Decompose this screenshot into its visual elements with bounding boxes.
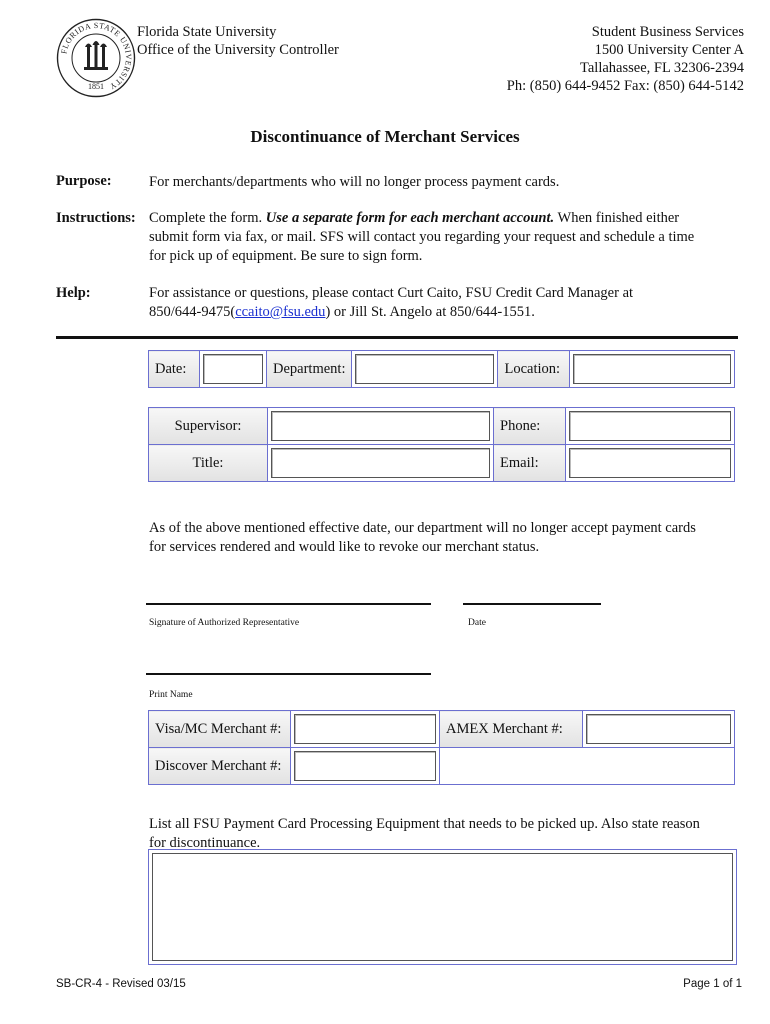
signature-line[interactable] (146, 603, 431, 605)
empty-cell (440, 748, 735, 785)
address-line: 1500 University Center A (594, 42, 744, 58)
form-code: SB-CR-4 - Revised 03/15 (56, 978, 186, 990)
header-left (137, 23, 339, 59)
email-label: Email: (500, 454, 539, 471)
date-dept-location-table (148, 350, 735, 388)
instructions-emphasis: Use a separate form for each merchant account. (265, 210, 555, 226)
department-label: Department: (273, 360, 346, 377)
print-name-line[interactable] (146, 673, 431, 675)
phone-fax-line: Ph: (850) 644-9452 Fax: (850) 644-5142 (506, 78, 744, 94)
header-right (507, 23, 744, 95)
instructions-text: Complete the form. Use a separate form for each merchant account. When finished either submit form via fax, or mail. SFS will contact you regarding your request and schedule a time for pick up of equipment. Be sure to sign form. (149, 210, 695, 264)
merchant-table (148, 710, 735, 785)
dept-name: Student Business Services (591, 24, 744, 40)
purpose-text: For merchants/departments who will no longer process payment cards. (149, 174, 560, 190)
date-input[interactable] (203, 354, 263, 384)
date-label: Date: (155, 360, 187, 377)
email-input[interactable] (569, 448, 731, 478)
supervisor-label: Supervisor: (174, 417, 242, 434)
page-number: Page 1 of 1 (683, 978, 742, 990)
date-sign-label: Date (468, 618, 486, 628)
seal-ring-text: FLORIDA STATE UNIVERSITY (59, 20, 134, 92)
visa-label: Visa/MC Merchant #: (155, 720, 282, 737)
phone-label: Phone: (500, 417, 541, 434)
title-input[interactable] (271, 448, 490, 478)
discover-input[interactable] (294, 751, 436, 781)
statement-text: As of the above mentioned effective date, our department will no longer accept payment cards for services rendered and would like to revoke our merchant status. (149, 520, 696, 555)
print-name-label: Print Name (149, 690, 193, 700)
title-label: Title: (192, 454, 224, 471)
equipment-textarea[interactable] (148, 849, 737, 965)
instructions-label: Instructions: (56, 210, 136, 226)
office-name: Office of the University Controller (137, 42, 339, 58)
purpose-label: Purpose: (56, 173, 112, 189)
fsu-seal (56, 18, 136, 98)
location-label: Location: (504, 360, 561, 377)
phone-input[interactable] (569, 411, 731, 441)
department-input[interactable] (355, 354, 494, 384)
amex-label: AMEX Merchant #: (446, 720, 563, 737)
amex-input[interactable] (586, 714, 731, 744)
help-text: For assistance or questions, please contact Curt Caito, FSU Credit Card Manager at 850/644-9475(ccaito@fsu.edu) or Jill St. Angelo at 850/644-1551. (149, 285, 634, 320)
location-input[interactable] (573, 354, 731, 384)
divider (56, 336, 738, 339)
date-line[interactable] (463, 603, 601, 605)
city-line: Tallahassee, FL 32306-2394 (580, 60, 744, 76)
supervisor-input[interactable] (271, 411, 490, 441)
help-label: Help: (56, 285, 91, 301)
signature-label: Signature of Authorized Representative (149, 618, 300, 628)
university-name: Florida State University (137, 24, 277, 40)
discover-label: Discover Merchant #: (155, 757, 282, 774)
seal-year: 1851 (88, 82, 104, 91)
email-link[interactable]: ccaito@fsu.edu (235, 304, 326, 320)
page-title: Discontinuance of Merchant Services (250, 127, 520, 146)
visa-input[interactable] (294, 714, 436, 744)
supervisor-table (148, 407, 735, 482)
equipment-text: List all FSU Payment Card Processing Equipment that needs to be picked up. Also state reason for discontinuance. (149, 816, 700, 851)
